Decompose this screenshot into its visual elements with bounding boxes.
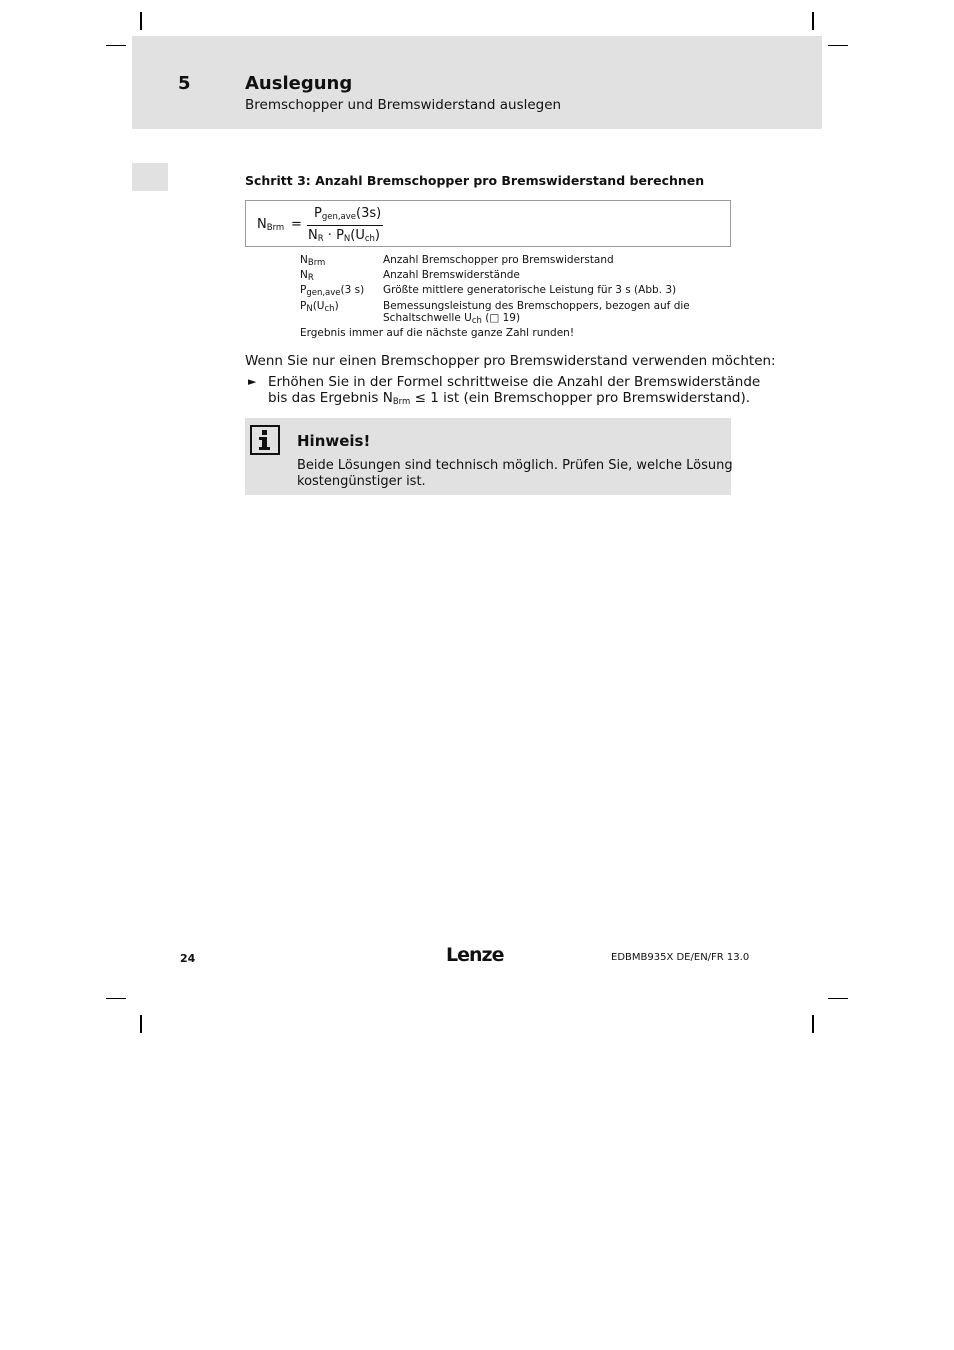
page-number: 24 (180, 952, 196, 965)
formula-denominator: $N_R \cdot P_N(U_{ch})$ (308, 228, 380, 244)
formula-numerator: $P_{gen,ave}(3s)$ (314, 206, 382, 222)
document-id: EDBMB935X DE/EN/FR 13.0 (611, 952, 750, 963)
crop-mark (106, 45, 126, 46)
crop-mark (140, 1015, 142, 1033)
bullet-line-1: Erhöhen Sie in der Formel schrittweise die Anzahl der Bremswiderstände (268, 374, 761, 390)
crop-mark (812, 1015, 814, 1033)
chapter-subtitle: Bremschopper und Bremswiderstand auslegen (245, 97, 562, 113)
fraction-bar (307, 225, 383, 226)
info-icon (250, 425, 280, 455)
chapter-header-band (132, 36, 822, 129)
legend-symbol: $P_N(U_{ch})$ (300, 300, 339, 314)
legend-description: Anzahl Bremswiderstände (383, 269, 520, 281)
crop-mark (828, 998, 848, 999)
crop-mark (828, 45, 848, 46)
crop-mark (106, 998, 126, 999)
formula-lhs: $N_{Brm}$ (257, 217, 285, 233)
note-line-2: kostengünstiger ist. (297, 474, 426, 489)
formula-equals: = (291, 217, 302, 232)
note-line-1: Beide Lösungen sind technisch möglich. Prüfen Sie, welche Lösung (297, 458, 733, 473)
crop-mark (812, 12, 814, 30)
legend-symbol: $N_{Brm}$ (300, 254, 326, 268)
legend-note: Ergebnis immer auf die nächste ganze Zahl runden! (300, 327, 575, 339)
legend-description-continued: Schaltschwelle $U_{ch}$ (□ 19) (383, 312, 521, 326)
legend-description: Anzahl Bremschopper pro Bremswiderstand (383, 254, 614, 266)
bullet-marker-icon: ► (248, 375, 257, 388)
legend-description: Größte mittlere generatorische Leistung für 3 s (Abb. 3) (383, 284, 677, 296)
chapter-title: Auslegung (245, 73, 353, 94)
chapter-number: 5 (178, 73, 191, 94)
note-title: Hinweis! (297, 432, 371, 450)
legend-symbol: $P_{gen,ave}(3$ s) (300, 284, 365, 298)
lenze-logo: Lenze (446, 944, 504, 966)
side-tab-marker (132, 163, 168, 191)
intro-text: Wenn Sie nur einen Bremschopper pro Bremswiderstand verwenden möchten: (245, 353, 776, 369)
legend-description: Bemessungsleistung des Bremschoppers, bezogen auf die (383, 300, 690, 312)
legend-symbol: $N_R$ (300, 269, 314, 283)
bullet-line-2: bis das Ergebnis $N_{Brm} \le 1$ ist (ein Bremschopper pro Bremswiderstand). (268, 390, 751, 407)
step-title: Schritt 3: Anzahl Bremschopper pro Bremswiderstand berechnen (245, 173, 705, 188)
crop-mark (140, 12, 142, 30)
